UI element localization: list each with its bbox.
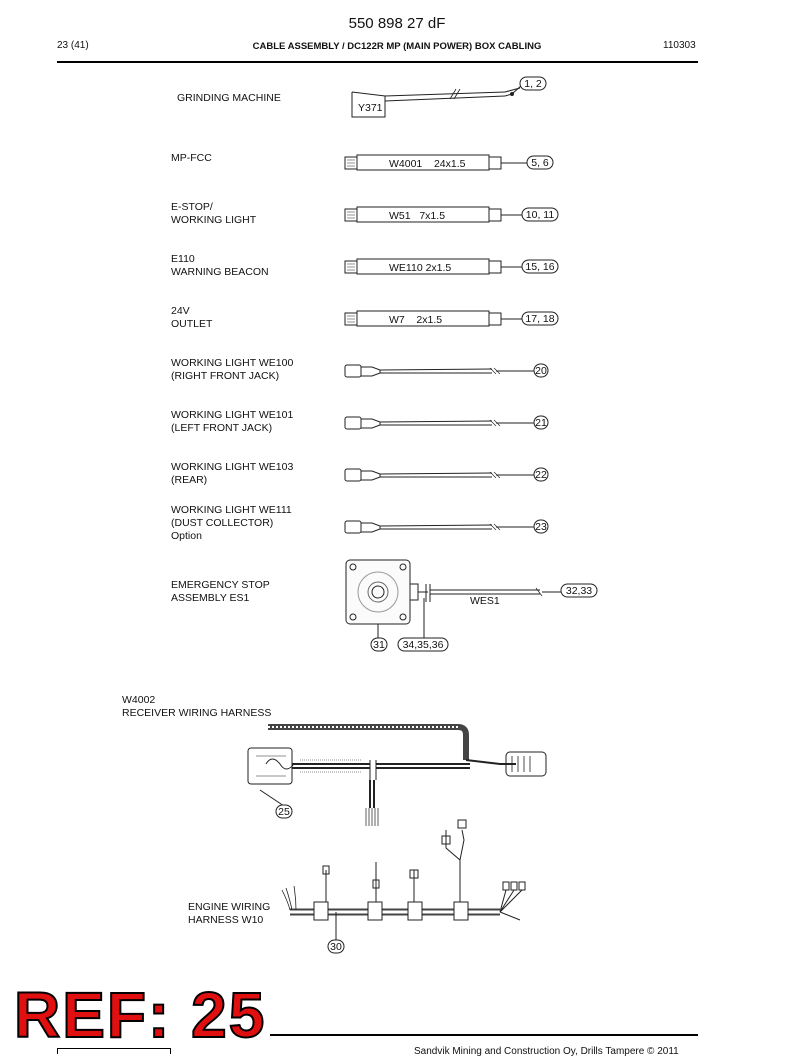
ref-stamp: REF: 25 [14, 979, 267, 1051]
page-number: 23 (41) [57, 40, 89, 51]
callout-ref: 23 [535, 521, 547, 533]
part-label-mp-fcc: MP-FCC [171, 152, 212, 164]
document-number: 550 898 27 dF [348, 15, 446, 32]
callout-ref: 25 [278, 806, 290, 818]
cable-name-we110: WE110 2x1.5 [389, 262, 452, 274]
callout-ref: 32,33 [565, 585, 593, 597]
cable-we103 [345, 468, 548, 481]
document-date: 110303 [663, 40, 696, 51]
part-label-we111: WORKING LIGHT WE111 (DUST COLLECTOR) Option [171, 504, 292, 542]
cable-we101 [345, 416, 548, 429]
part-label-warning-beacon: E110 WARNING BEACON [171, 253, 269, 278]
part-label-we101: WORKING LIGHT WE101 (LEFT FRONT JACK) [171, 409, 294, 434]
callout-ref: 34,35,36 [402, 639, 444, 651]
cable-we100 [345, 364, 548, 377]
callout-ref: 31 [373, 639, 385, 651]
cable-name-w4001: W4001 24x1.5 [389, 158, 466, 170]
callout-ref: 22 [535, 469, 547, 481]
part-label-grinding-machine: GRINDING MACHINE [177, 92, 281, 104]
part-label-we103: WORKING LIGHT WE103 (REAR) [171, 461, 294, 486]
harness-label-receiver: W4002 RECEIVER WIRING HARNESS [122, 694, 272, 719]
engine-harness [282, 820, 525, 953]
callout-ref: 5, 6 [531, 157, 549, 169]
part-label-we100: WORKING LIGHT WE100 (RIGHT FRONT JACK) [171, 357, 294, 382]
part-label-estop-working-light: E-STOP/ WORKING LIGHT [171, 201, 257, 226]
cable-name-w7: W7 2x1.5 [389, 314, 443, 326]
callout-ref: 20 [535, 365, 547, 377]
harness-label-engine: ENGINE WIRING HARNESS W10 [188, 901, 271, 926]
cable-name-y371: Y371 [358, 102, 383, 114]
part-label-24v-outlet: 24V OUTLET [171, 305, 213, 330]
cable-we111 [345, 520, 548, 533]
callout-ref: 21 [535, 417, 547, 429]
part-label-emergency-stop: EMERGENCY STOP ASSEMBLY ES1 [171, 579, 270, 604]
cable-name-wes1: WES1 [470, 595, 500, 607]
callout-ref: 10, 11 [525, 209, 555, 221]
callout-ref: 15, 16 [525, 261, 555, 273]
cable-name-w51: W51 7x1.5 [389, 210, 446, 222]
callout-ref: 17, 18 [525, 313, 555, 325]
footer-rule [270, 1034, 698, 1036]
footer-copyright: Sandvik Mining and Construction Oy, Drills Tampere © 2011 [414, 1046, 679, 1057]
callout-ref: 30 [330, 941, 342, 953]
page-title: CABLE ASSEMBLY / DC122R MP (MAIN POWER) BOX CABLING [252, 41, 542, 52]
callout-ref: 1, 2 [524, 78, 542, 90]
receiver-harness [248, 727, 546, 826]
